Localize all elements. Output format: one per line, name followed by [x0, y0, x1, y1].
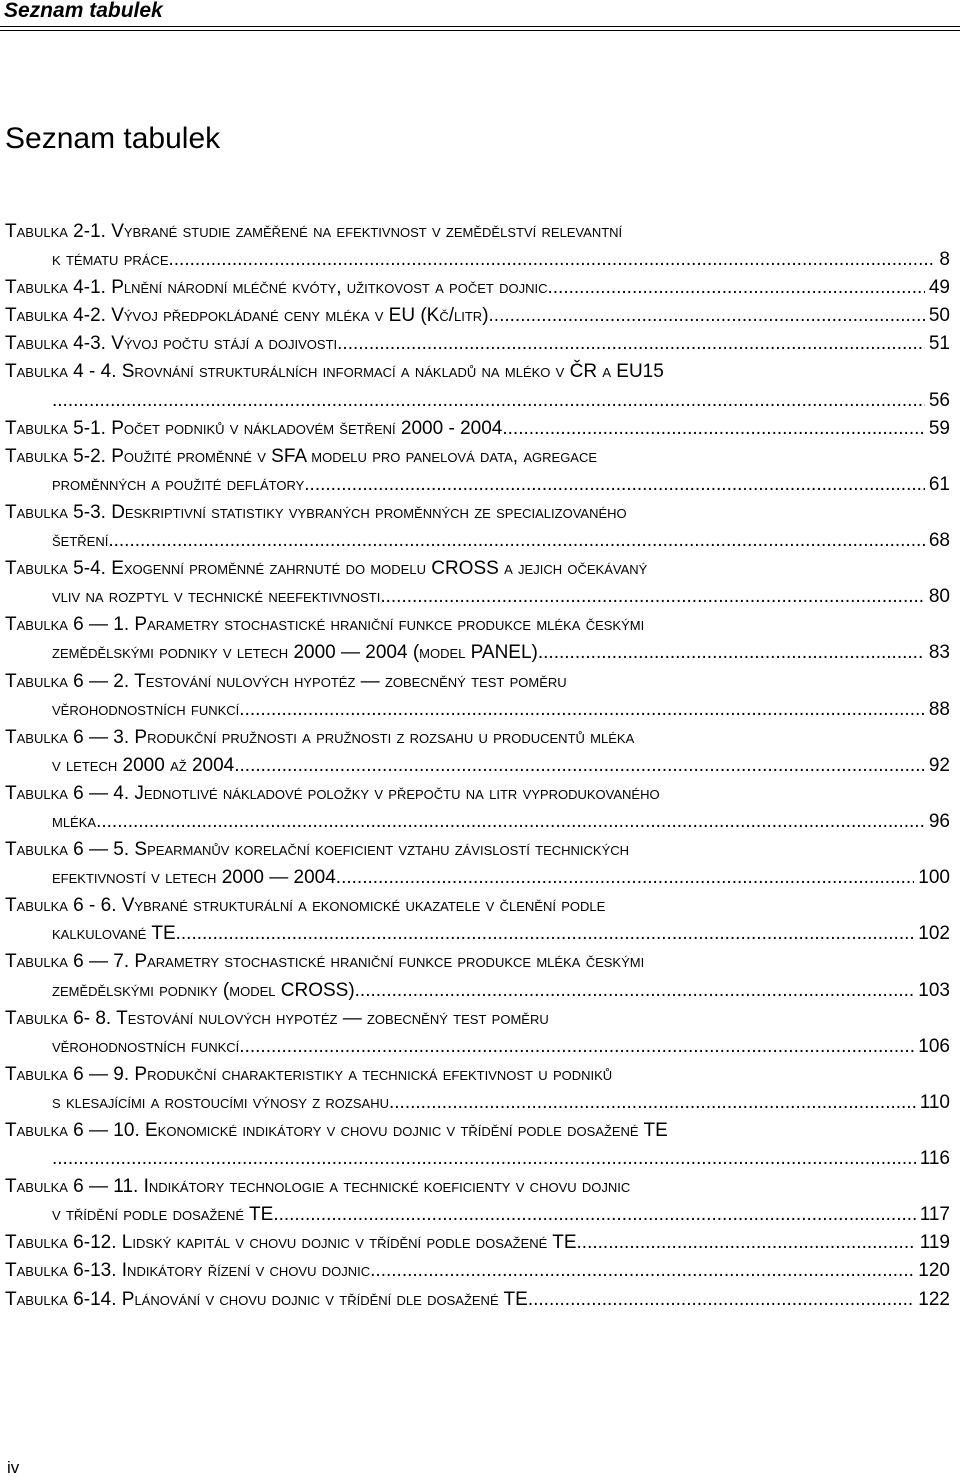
page-title: Seznam tabulek [5, 122, 221, 155]
dot-leader [304, 471, 925, 499]
toc-entry-title: Tabulka 6 — 9. Produkční charakteristiky a technická efektivnost u podniků [5, 1063, 613, 1085]
dot-leader [234, 752, 925, 780]
dot-leader [489, 302, 925, 330]
toc-page-number: 51 [928, 333, 950, 355]
table-list [5, 218, 950, 1314]
toc-page-number: 8 [939, 249, 950, 271]
toc-page-number: 119 [919, 1232, 950, 1254]
toc-entry-title: Tabulka 2-1. Vybrané studie zaměřené na efektivnost v zemědělství relevantní [5, 221, 623, 242]
toc-page-number: 50 [928, 305, 950, 327]
dot-leader [273, 1201, 915, 1229]
toc-entry[interactable] [5, 1229, 950, 1257]
toc-entry[interactable] [5, 330, 950, 358]
toc-page-number: 100 [918, 867, 950, 889]
dot-leader [96, 808, 925, 836]
toc-entry-title: Tabulka 6 — 1. Parametry stochastické hraniční funkce produkce mléka českými [5, 614, 645, 636]
dot-leader [52, 387, 925, 415]
toc-entry[interactable] [5, 358, 950, 414]
toc-page-number: 122 [918, 1288, 950, 1310]
toc-entry-line [5, 1033, 950, 1061]
toc-entry-line [5, 1089, 950, 1117]
toc-entry-line [5, 752, 950, 780]
toc-entry[interactable] [5, 1005, 950, 1061]
toc-entry-line [5, 387, 950, 415]
toc-entry-line [5, 583, 950, 611]
toc-entry[interactable] [5, 302, 950, 330]
header-rule [0, 26, 960, 27]
toc-entry-title: Tabulka 4-1. Plnění národní mléčné kvóty, užitkovost a počet dojnic [5, 277, 548, 299]
toc-entry-title: v třídění podle dosažené TE [52, 1204, 274, 1226]
toc-page-number: 88 [928, 698, 950, 720]
toc-entry-title: Tabulka 6-12. Lidský kapitál v chovu dojnic v třídění podle dosažené TE [5, 1232, 577, 1254]
toc-entry-line [5, 920, 950, 948]
toc-entry-title: zemědělskými podniky (model CROSS) [52, 979, 355, 1001]
toc-entry-line [5, 1145, 950, 1173]
toc-entry[interactable] [5, 1173, 950, 1229]
toc-entry-line [5, 302, 950, 330]
dot-leader [52, 1145, 916, 1173]
dot-leader [239, 1033, 914, 1061]
toc-page-number: 120 [918, 1260, 950, 1282]
toc-entry[interactable] [5, 724, 950, 780]
toc-entry-title: Tabulka 6 — 7. Parametry stochastické hraniční funkce produkce mléka českými [5, 951, 645, 973]
toc-entry[interactable] [5, 836, 950, 892]
toc-entry-title: Tabulka 6-14. Plánování v chovu dojnic v třídění dle dosažené TE [5, 1288, 528, 1310]
toc-entry[interactable] [5, 780, 950, 836]
toc-entry-title: k tématu práce [52, 249, 169, 271]
toc-entry[interactable] [5, 1257, 950, 1285]
toc-entry-line [5, 246, 950, 274]
toc-entry-title: věrohodnostních funkcí [52, 1035, 240, 1057]
toc-entry[interactable] [5, 948, 950, 1004]
toc-entry[interactable] [5, 1061, 950, 1117]
toc-entry-line [5, 808, 950, 836]
dot-leader [370, 1257, 914, 1285]
toc-entry-title: vliv na rozptyl v technické neefektivnosti [52, 586, 381, 608]
toc-entry-line [5, 1257, 950, 1285]
toc-entry-title: Tabulka 4-3. Vývoj počtu stájí a dojivosti [5, 333, 338, 355]
toc-entry-line [5, 639, 950, 667]
toc-entry-title: Tabulka 6 — 11. Indikátory technologie a technické koeficienty v chovu dojnic [5, 1176, 631, 1198]
toc-entry-title: efektivností v letech 2000 — 2004 [52, 867, 336, 889]
toc-entry-line [5, 1201, 950, 1229]
dot-leader [239, 696, 925, 724]
toc-page-number: 102 [918, 923, 950, 945]
toc-entry-line [5, 471, 950, 499]
dot-leader [528, 1286, 914, 1314]
dot-leader [538, 639, 925, 667]
toc-page-number: 117 [919, 1204, 950, 1226]
toc-page-number: 103 [918, 979, 950, 1001]
toc-entry[interactable] [5, 892, 950, 948]
toc-entry[interactable] [5, 218, 950, 274]
dot-leader [355, 977, 915, 1005]
toc-entry[interactable] [5, 1117, 950, 1173]
toc-entry-line [5, 1286, 950, 1314]
toc-entry-title: Tabulka 6 — 10. Ekonomické indikátory v chovu dojnic v třídění podle dosažené TE [5, 1120, 668, 1141]
toc-entry[interactable] [5, 443, 950, 499]
running-head: Seznam tabulek [4, 0, 163, 22]
toc-entry-line [5, 1229, 950, 1257]
toc-entry-title: Tabulka 4 - 4. Srovnání strukturálních informací a nákladů na mléko v ČR a EU15 [5, 361, 664, 383]
toc-entry-line [5, 696, 950, 724]
toc-page-number: 56 [928, 389, 950, 411]
toc-entry-line [5, 415, 950, 443]
toc-entry-title: Tabulka 5-3. Deskriptivní statistiky vybraných proměnných ze specializovaného [5, 501, 627, 523]
toc-entry[interactable] [5, 274, 950, 302]
toc-page-number: 92 [928, 754, 950, 776]
toc-entry-title: věrohodnostních funkcí [52, 698, 240, 720]
toc-entry-title: s klesajícími a rostoucími výnosy z rozsahu [52, 1091, 389, 1113]
toc-entry-title: kalkulované TE [52, 923, 176, 945]
toc-page-number: 61 [928, 473, 950, 495]
toc-entry[interactable] [5, 415, 950, 443]
header-rule [0, 30, 960, 31]
toc-entry-title: Tabulka 5-4. Exogenní proměnné zahrnuté do modelu CROSS a jejich očekávaný [5, 558, 648, 580]
toc-entry-line [5, 864, 950, 892]
dot-leader [336, 864, 915, 892]
toc-entry-line [5, 274, 950, 302]
dot-leader [548, 274, 925, 302]
toc-entry-title: Tabulka 6 — 3. Produkční pružnosti a pružnosti z rozsahu u producentů mléka [5, 726, 635, 748]
toc-entry-line [5, 330, 950, 358]
toc-entry[interactable] [5, 555, 950, 611]
toc-entry-title: v letech 2000 až 2004 [52, 754, 235, 776]
toc-entry-title: proměnných a použité deflátory [52, 473, 305, 495]
toc-entry-title: Tabulka 6 — 5. Spearmanův korelační koeficient vztahu závislostí technických [5, 839, 630, 861]
dot-leader [176, 920, 915, 948]
toc-page-number: 49 [928, 277, 950, 299]
toc-entry[interactable] [5, 611, 950, 667]
toc-entry-title: Tabulka 6 — 2. Testování nulových hypotéz — zobecněný test poměru [5, 670, 567, 692]
toc-page-number: 110 [919, 1091, 950, 1113]
toc-entry-title: Tabulka 5-1. Počet podniků v nákladovém šetření 2000 - 2004 [5, 417, 503, 439]
toc-entry-title: Tabulka 6-13. Indikátory řízení v chovu dojnic [5, 1260, 371, 1282]
toc-entry-title: Tabulka 6- 8. Testování nulových hypotéz — zobecněný test poměru [5, 1007, 549, 1029]
toc-entry-title: Tabulka 5-2. Použité proměnné v SFA modelu pro panelová data, agregace [5, 445, 598, 467]
toc-page-number: 116 [919, 1148, 950, 1170]
toc-entry-line [5, 527, 950, 555]
toc-entry-title: Tabulka 6 — 4. Jednotlivé nákladové položky v přepočtu na litr vyprodukovaného [5, 782, 660, 804]
dot-leader [337, 330, 925, 358]
toc-page-number: 59 [928, 417, 950, 439]
page-number: iv [7, 1458, 20, 1477]
dot-leader [502, 415, 925, 443]
toc-entry[interactable] [5, 499, 950, 555]
dot-leader [380, 583, 925, 611]
toc-entry-title: Tabulka 4-2. Vývoj předpokládané ceny mléka v EU (Kč/litr) [5, 305, 489, 327]
toc-entry-title: šetření [52, 530, 109, 552]
toc-page-number: 68 [928, 530, 950, 552]
dot-leader [389, 1089, 916, 1117]
toc-entry[interactable] [5, 1286, 950, 1314]
toc-page-number: 96 [928, 810, 950, 832]
toc-entry[interactable] [5, 668, 950, 724]
toc-entry-title: Tabulka 6 - 6. Vybrané strukturální a ekonomické ukazatele v členění podle [5, 895, 606, 917]
toc-entry-title: mléka [52, 810, 97, 832]
toc-page-number: 80 [928, 586, 950, 608]
toc-page-number: 106 [918, 1035, 950, 1057]
dot-leader [577, 1229, 916, 1257]
dot-leader [169, 246, 936, 274]
toc-entry-title: zemědělskými podniky v letech 2000 — 2004 (model PANEL) [52, 642, 538, 664]
dot-leader [108, 527, 925, 555]
toc-page-number: 83 [928, 642, 950, 664]
toc-entry-line [5, 977, 950, 1005]
